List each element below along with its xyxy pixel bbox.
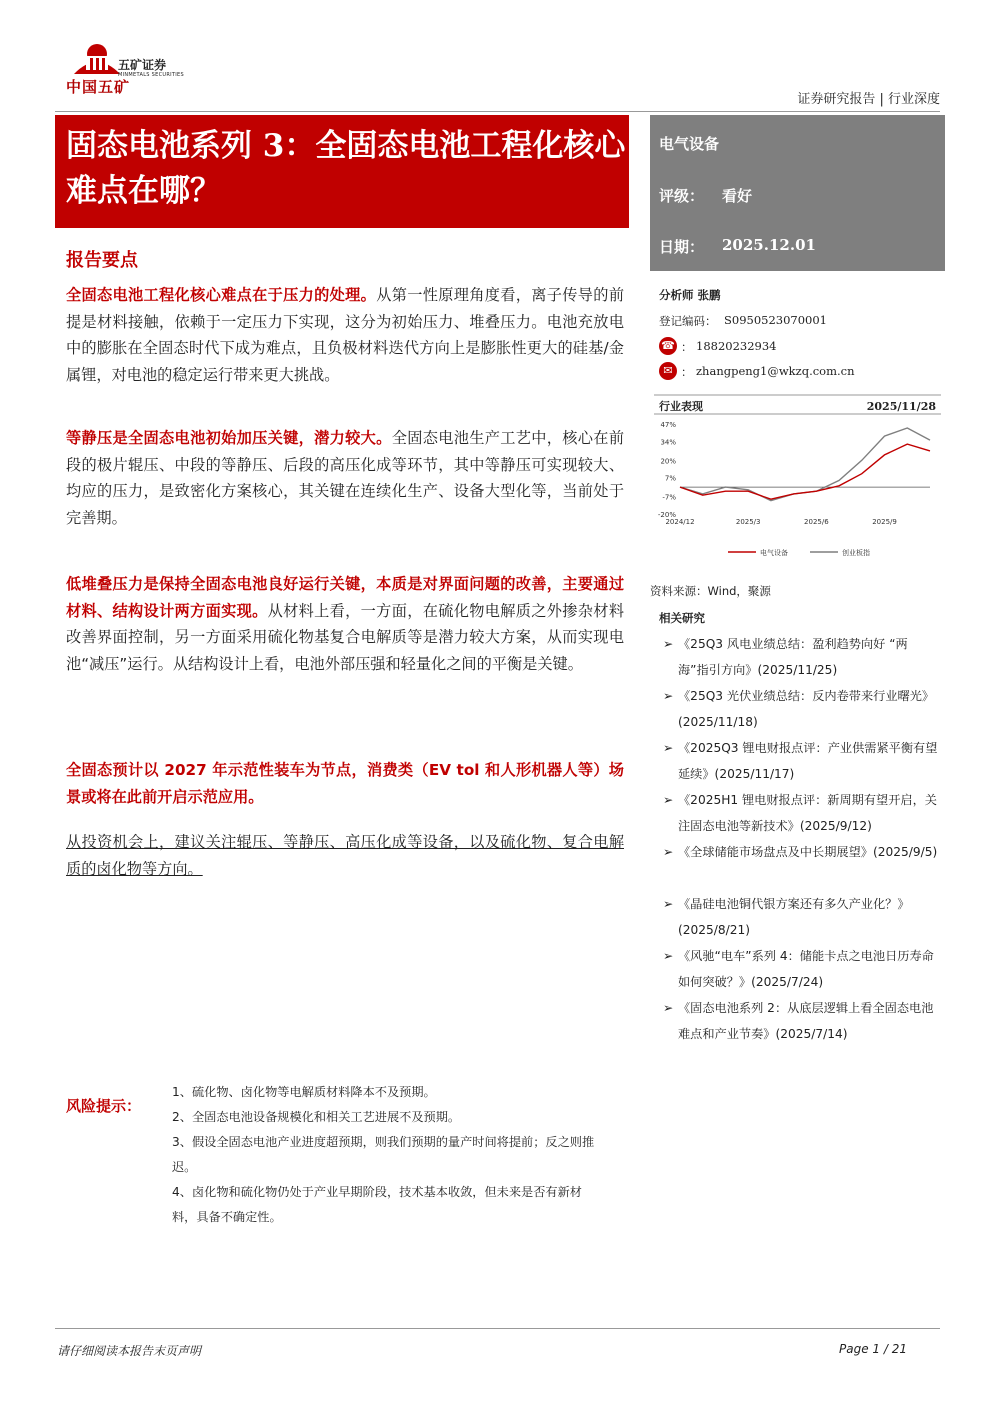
key-point-2-body: 全固态电池生产工艺中，核心在前段的极片辊压、中段的等静压、后段的高压化成等环节，其中等静压可实现较大、均应的压力，是致密化方案核心，其关键在连续化生产、设备大型化等，当前处于完善期。 — [66, 429, 625, 527]
key-point-2-heading: 等静压是全固态电池初始加压关键，潜力较大。 — [66, 429, 392, 447]
arrow-bullet-icon: ➢ — [663, 897, 674, 911]
report-title: 固态电池系列 3：全固态电池工程化核心难点在哪？ — [66, 128, 626, 209]
y-tick-label: 7% — [664, 474, 676, 483]
key-point-3-body: 从材料上看，一方面，在硫化物电解质之外掺杂材料改善界面控制，另一方面采用硫化物基复合电解质等是潜力较大方案，从而实现电池“减压”运行。从结构设计上看，电池外部压强和轻量化之间的平衡是关键。 — [66, 601, 625, 673]
risk-list — [172, 1080, 597, 1230]
footer-divider — [55, 1328, 940, 1329]
industry-name: 电气设备 — [659, 135, 720, 153]
related-research-text: 《全球储能市场盘点及中长期展望》(2025/9/5) — [678, 845, 938, 859]
x-tick-label: 2025/3 — [735, 518, 761, 526]
arrow-bullet-icon: ➢ — [663, 949, 674, 963]
related-research-text: 《2025Q3 锂电财报点评：产业供需紧平衡有望延续》(2025/11/17) — [678, 741, 938, 781]
analyst-phone: 18820232934 — [696, 339, 777, 353]
arrow-bullet-icon: ➢ — [663, 1001, 674, 1015]
risk-item: 2、全固态电池设备规模化和相关工艺进展不及预期。 — [172, 1110, 461, 1124]
rating-value: 看好 — [722, 187, 753, 205]
key-point-2 — [66, 425, 624, 531]
email-separator: ： — [681, 365, 693, 379]
arrow-bullet-icon: ➢ — [663, 689, 674, 703]
related-research-item[interactable] — [663, 684, 938, 735]
company-logo — [72, 40, 122, 76]
rating-label: 评级： — [659, 187, 705, 205]
x-tick-label: 2024/12 — [665, 518, 695, 526]
key-point-4 — [66, 757, 624, 810]
header-divider — [55, 111, 940, 112]
analyst-reg-label: 登记编码： — [659, 314, 717, 328]
risk-item: 3、假设全固态电池产业进度超预期，则我们预期的量产时间将提前；反之则推迟。 — [172, 1135, 595, 1174]
related-research-text: 《25Q3 风电业绩总结：盈利趋势向好 “两海”指引方向》(2025/11/25) — [678, 637, 908, 677]
key-point-5-body: 从投资机会上，建议关注辊压、等静压、高压化成等设备，以及硫化物、复合电解质的卤化物等方向。 — [66, 833, 624, 878]
email-icon: ✉ — [659, 362, 677, 380]
date-label: 日期： — [659, 238, 705, 256]
phone-icon: ☎ — [659, 337, 677, 355]
related-research-item[interactable] — [663, 632, 938, 683]
logo-group-name: 中国五矿 — [66, 78, 131, 96]
related-research-text: 《风驰“电车”系列 4：储能卡点之电池日历寿命如何突破？》(2025/7/24) — [678, 949, 934, 989]
footer-disclaimer: 请仔细阅读本报告末页声明 — [57, 1344, 202, 1358]
arrow-bullet-icon: ➢ — [663, 793, 674, 807]
related-research-text: 《25Q3 光伏业绩总结：反内卷带来行业曙光》(2025/11/18) — [678, 689, 935, 729]
related-research-text: 《固态电池系列 2：从底层逻辑上看全固态电池难点和产业节奏》(2025/7/14) — [678, 1001, 934, 1041]
analyst-reg-no: S0950523070001 — [724, 313, 827, 327]
page-number: Page 1 / 21 — [839, 1342, 907, 1356]
legend-label: 创业板指 — [842, 549, 870, 557]
y-tick-label: 47% — [660, 421, 676, 429]
arrow-bullet-icon: ➢ — [663, 741, 674, 755]
key-points-title: 报告要点 — [66, 250, 138, 271]
y-tick-label: -7% — [662, 493, 676, 502]
related-research-title: 相关研究 — [659, 611, 705, 625]
related-research-item[interactable] — [663, 788, 938, 839]
chart-title: 行业表现 — [659, 400, 703, 413]
key-point-3 — [66, 571, 624, 677]
key-point-1 — [66, 282, 624, 388]
arrow-bullet-icon: ➢ — [663, 845, 674, 859]
related-research-item[interactable] — [663, 840, 938, 866]
related-research-text: 《晶硅电池铜代银方案还有多久产业化？》(2025/8/21) — [678, 897, 910, 937]
document-type: 证券研究报告 | 行业深度 — [797, 92, 940, 107]
related-research-item[interactable] — [663, 996, 938, 1047]
chart-date: 2025/11/28 — [866, 400, 936, 413]
y-tick-label: 34% — [660, 438, 676, 447]
y-tick-label: 20% — [660, 457, 676, 466]
risk-item: 4、卤化物和硫化物仍处于产业早期阶段，技术基本收敛，但未来是否有新材料，具备不确定性。 — [172, 1185, 582, 1224]
performance-chart — [650, 394, 945, 576]
key-point-1-body: 从第一性原理角度看，离子传导的前提是材料接触，依赖于一定压力下实现，这分为初始压力、堆叠压力。电池充放电中的膨胀在全固态时代下成为难点，且负极材料迭代方向上是膨胀性更大的硅基/金属锂，对电池的稳定运行带来更大挑战。 — [66, 286, 625, 384]
arrow-bullet-icon: ➢ — [663, 637, 674, 651]
analyst-name: 分析师 张鹏 — [659, 288, 721, 302]
x-tick-label: 2025/9 — [872, 518, 897, 526]
logo-english-name: MINMETALS SECURITIES — [118, 72, 184, 78]
risk-item: 1、硫化物、卤化物等电解质材料降本不及预期。 — [172, 1085, 436, 1099]
y-tick-label: -20% — [657, 511, 676, 519]
chart-background — [650, 394, 945, 576]
key-point-5 — [66, 829, 624, 882]
related-research-item[interactable] — [663, 736, 938, 787]
related-research-item[interactable] — [663, 892, 938, 943]
key-point-3-heading: 低堆叠压力是保持全固态电池良好运行关键，本质是对界面问题的改善，主要通过材料、结构设计两方面实现。 — [66, 575, 624, 620]
x-tick-label: 2025/6 — [804, 518, 829, 526]
key-point-1-heading: 全固态电池工程化核心难点在于压力的处理。 — [66, 286, 377, 304]
logo-brand-name: 五矿证券 — [118, 58, 167, 72]
phone-separator: ： — [681, 340, 693, 354]
key-point-4-heading: 全固态预计以 2027 年示范性装车为节点，消费类（EV tol 和人形机器人等）场景或将在此前开启示范应用。 — [66, 761, 624, 806]
analyst-email[interactable]: zhangpeng1@wkzq.com.cn — [696, 364, 855, 378]
related-research-item[interactable] — [663, 944, 938, 995]
chart-source: 资料来源：Wind，聚源 — [650, 584, 771, 598]
risk-title: 风险提示： — [66, 1097, 142, 1115]
legend-label: 电气设备 — [760, 549, 788, 557]
date-value: 2025.12.01 — [722, 236, 816, 254]
related-research-text: 《2025H1 锂电财报点评：新周期有望开启，关注固态电池等新技术》(2025/9/12) — [678, 793, 937, 833]
